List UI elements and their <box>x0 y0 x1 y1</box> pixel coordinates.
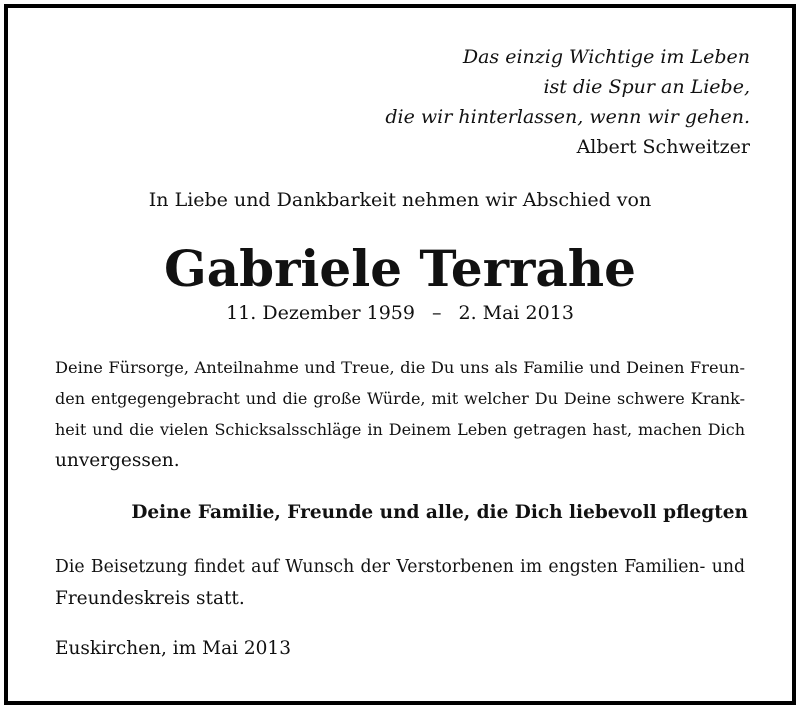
burial-line: Die Beisetzung findet auf Wunsch der Verstorbenen im engsten Familien- und <box>55 557 745 577</box>
signature-line: Deine Familie, Freunde und alle, die Dich liebevoll pflegten <box>131 502 748 523</box>
tribute-paragraph <box>55 352 745 476</box>
burial-paragraph <box>55 552 745 614</box>
tribute-line: unvergessen. <box>55 450 180 471</box>
quote-author: Albert Schweitzer <box>576 136 750 158</box>
tribute-line: den entgegengebracht und die große Würde, mit welcher Du Deine schwere Krank- <box>55 389 745 408</box>
intro-text: In Liebe und Dankbarkeit nehmen wir Abschied von <box>148 189 652 211</box>
tribute-line: Deine Fürsorge, Anteilnahme und Treue, die Du uns als Familie und Deinen Freun- <box>55 358 745 377</box>
quote-line: ist die Spur an Liebe, <box>543 76 750 98</box>
burial-line: Freundeskreis statt. <box>55 588 245 609</box>
place-date: Euskirchen, im Mai 2013 <box>55 638 291 659</box>
date-dash: – <box>431 302 442 324</box>
birth-date: 11. Dezember 1959 <box>226 302 415 324</box>
life-dates <box>0 298 800 328</box>
quote-block <box>385 42 750 162</box>
death-date: 2. Mai 2013 <box>458 302 574 324</box>
quote-line: die wir hinterlassen, wenn wir gehen. <box>385 106 750 128</box>
deceased-name: Gabriele Terrahe <box>164 239 636 298</box>
tribute-line: heit und die vielen Schicksalsschläge in Deinem Leben getragen hast, machen Dich <box>55 420 745 439</box>
quote-line: Das einzig Wichtige im Leben <box>462 46 750 68</box>
